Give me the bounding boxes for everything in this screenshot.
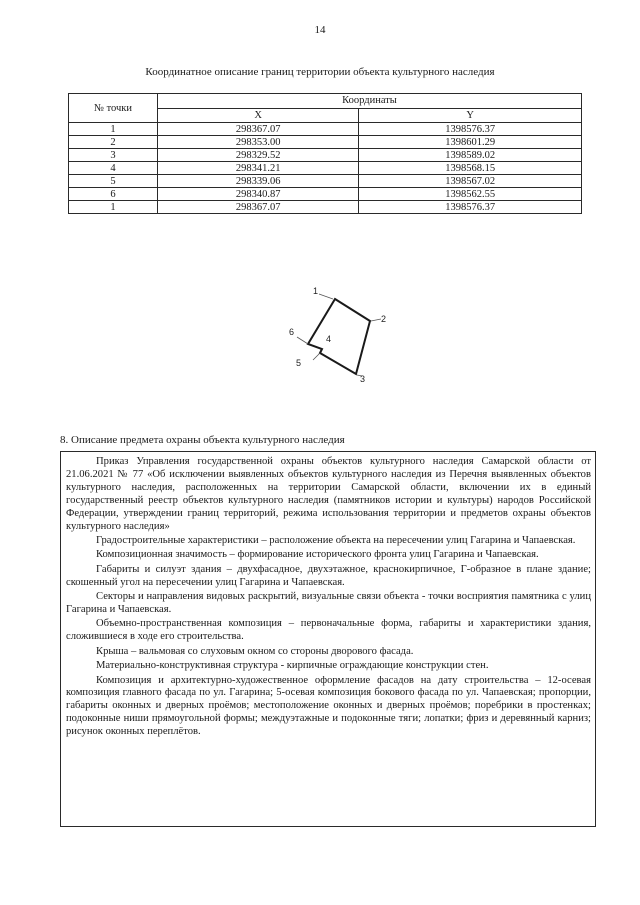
cell-point: 5 xyxy=(69,175,158,188)
table-row xyxy=(69,175,582,188)
cell-y: 1398568.15 xyxy=(359,162,582,175)
paragraph: Композиционная значимость – формирование исторического фронта улиц Гагарина и Чапаевская. xyxy=(96,549,539,561)
cell-x: 298367.07 xyxy=(158,201,359,214)
boundary-polygon xyxy=(308,299,370,374)
cell-point: 1 xyxy=(69,123,158,136)
table-row xyxy=(69,149,582,162)
coordinates-title: Координатное описание границ территории объекта культурного наследия xyxy=(145,66,495,78)
cell-x: 298353.00 xyxy=(158,136,359,149)
header-y: Y xyxy=(359,108,582,123)
table-row xyxy=(69,201,582,214)
page-number: 14 xyxy=(314,24,326,36)
point-label-3: 3 xyxy=(360,374,366,384)
header-x: X xyxy=(158,108,359,123)
point-label-5: 5 xyxy=(296,358,302,368)
cell-y: 1398601.29 xyxy=(359,136,582,149)
cell-x: 298367.07 xyxy=(158,123,359,136)
table-row xyxy=(69,123,582,136)
cell-x: 298341.21 xyxy=(158,162,359,175)
paragraph: Секторы и направления видовых раскрытий, визуальные связи объекта - точки восприятия памятника с улиц Гагарина и Чапаевская. xyxy=(66,591,591,615)
cell-y: 1398562.55 xyxy=(359,188,582,201)
leader-line xyxy=(371,319,381,321)
paragraph: Материально-конструктивная структура - кирпичные ограждающие конструкции стен. xyxy=(96,660,489,672)
cell-point: 3 xyxy=(69,149,158,162)
protection-subject-box xyxy=(60,451,596,827)
table-row xyxy=(69,188,582,201)
cell-x: 298339.06 xyxy=(158,175,359,188)
cell-x: 298329.52 xyxy=(158,149,359,162)
leader-line xyxy=(319,294,333,299)
cell-point: 2 xyxy=(69,136,158,149)
leader-line xyxy=(297,337,308,344)
cell-point: 1 xyxy=(69,201,158,214)
coordinates-table xyxy=(68,93,582,214)
paragraph: Крыша – вальмовая со слуховым окном со стороны дворового фасада. xyxy=(96,645,414,657)
point-label-6: 6 xyxy=(289,327,295,337)
cell-y: 1398589.02 xyxy=(359,149,582,162)
header-point-number: № точки xyxy=(69,94,158,123)
cell-point: 6 xyxy=(69,188,158,201)
paragraph: Габариты и силуэт здания – двухфасадное, двухэтажное, краснокирпичное, Г-образное в плане здание; скошенный угол на пересечении улиц Гагарина и Чапаевская. xyxy=(66,563,591,588)
header-coordinates: Координаты xyxy=(158,94,582,109)
paragraph: Объемно-пространственная композиция – первоначальные форма, габариты и характеристики здания, сложившиеся в ходе его строительства. xyxy=(66,618,591,643)
cell-x: 298340.87 xyxy=(158,188,359,201)
cell-y: 1398576.37 xyxy=(359,123,582,136)
paragraph: Композиция и архитектурно-художественное оформление фасадов на дату строительства – 12-осевая композиция главного фасада по ул. Гагарина; 5-осевая композиция бокового фасада по ул. Чапаевская; пропорции, габариты оконных и дверных проёмов; местоположение оконных и дверных проёмов; поребрики в простенках; подоконные ниши прямоугольной формы; междуэтажные и подоконные тяги; лопатки; фриз и деревянный карниз; рисунок оконных переплётов. xyxy=(66,674,591,738)
section-heading: 8. Описание предмета охраны объекта культурного наследия xyxy=(60,434,345,446)
boundary-scheme xyxy=(280,280,390,390)
point-label-1: 1 xyxy=(313,286,319,296)
paragraph-order: Приказ Управления государственной охраны объектов культурного наследия Самарской области от 21.06.2021 № 77 «Об исключении выявленных объектов культурного наследия из Перечня выявленных объектов культурного наследия, расположенных на территории Самарской области, включении их в единый государственный реестр объектов культурного наследия (памятников истории и культуры) народов Российской Федерации, утверждении границ территорий, режима использования территории и предметов охраны объектов культурного наследия» xyxy=(66,456,591,532)
paragraph: Градостроительные характеристики – расположение объекта на пересечении улиц Гагарина и Чапаевская. xyxy=(96,534,576,546)
table-row xyxy=(69,162,582,175)
leader-line xyxy=(313,353,320,360)
point-label-4: 4 xyxy=(326,334,332,344)
cell-y: 1398567.02 xyxy=(359,175,582,188)
cell-y: 1398576.37 xyxy=(359,201,582,214)
point-label-2: 2 xyxy=(381,314,387,324)
table-row xyxy=(69,136,582,149)
cell-point: 4 xyxy=(69,162,158,175)
